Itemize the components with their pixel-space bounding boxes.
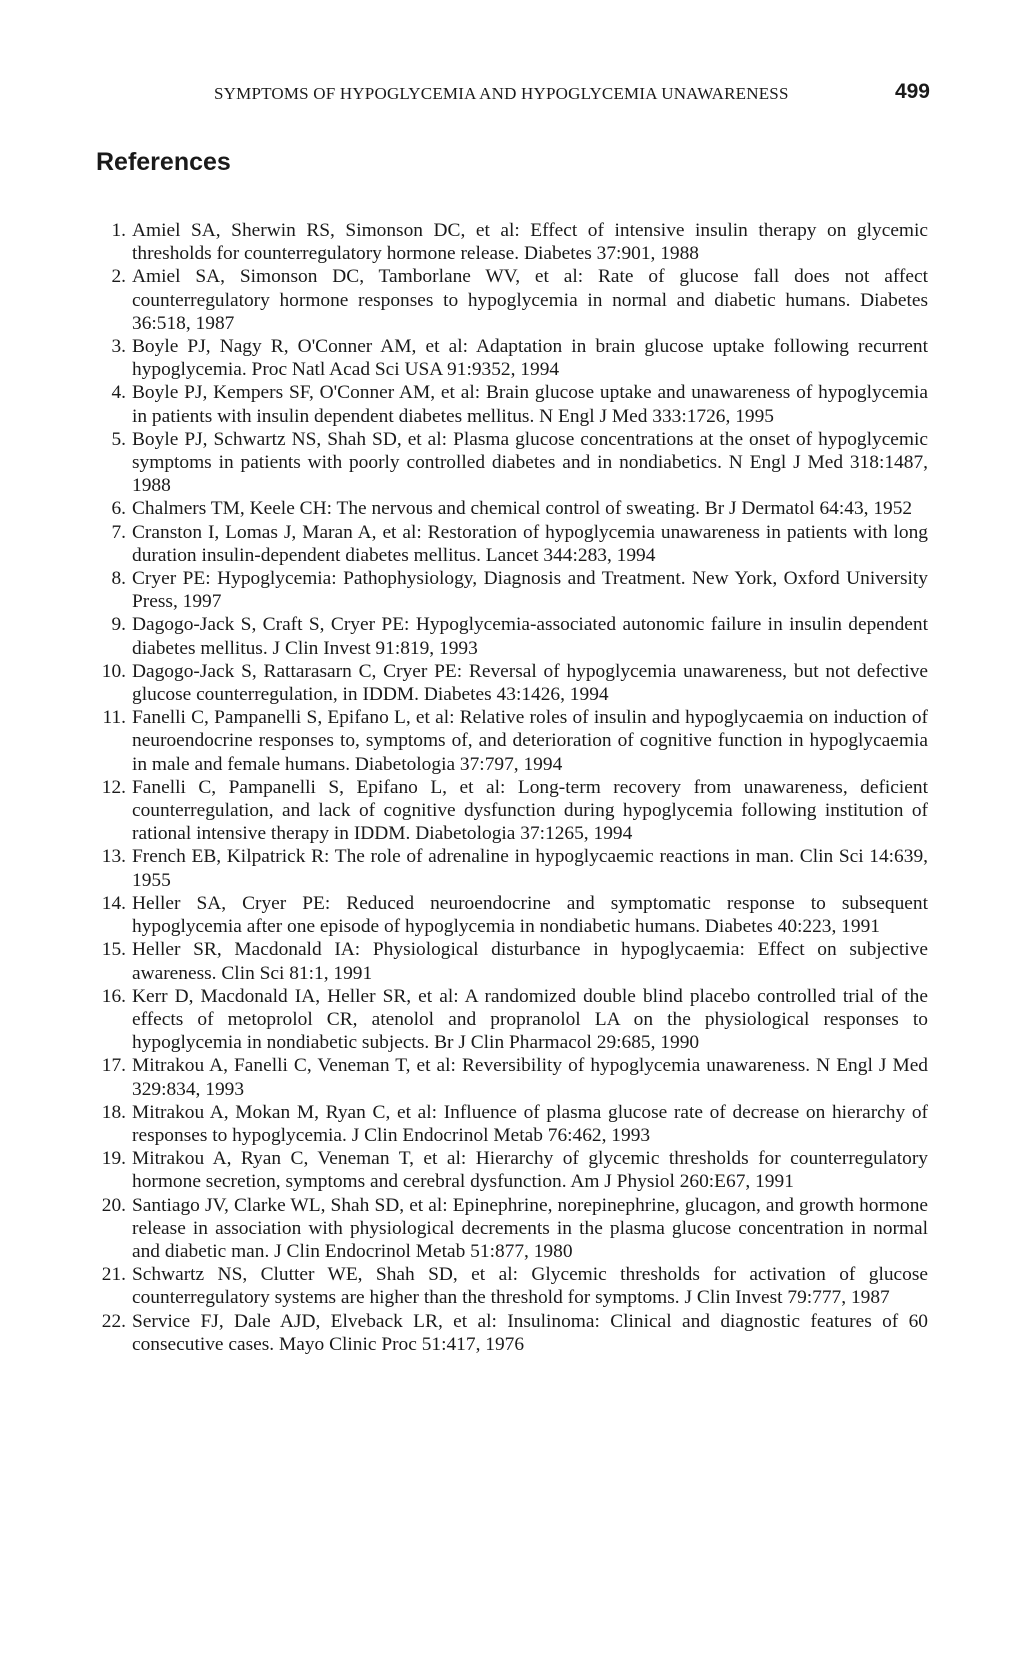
page-number: 499 [894,80,930,103]
reference-text: Mitrakou A, Ryan C, Veneman T, et al: Hierarchy of glycemic thresholds for counterregulatory hormone secretion, symptoms and cerebral dysfunction. Am J Physiol 260:E67, 1991 [132,1148,928,1193]
reference-item [96,613,928,659]
reference-item [96,845,928,891]
reference-item [96,381,928,427]
reference-text: Santiago JV, Clarke WL, Shah SD, et al: Epinephrine, norepinephrine, glucagon, and growth hormone release in association with physiological decrements in the plasma glucose concentration in normal and diabetic man. J Clin Endocrinol Metab 51:877, 1980 [132,1194,928,1262]
reference-number: 10. [101,660,126,682]
reference-number: 11. [102,707,126,729]
reference-text: Boyle PJ, Nagy R, O'Conner AM, et al: Adaptation in brain glucose uptake following recurrent hypoglycemia. Proc Natl Acad Sci USA 91:9352, 1994 [132,336,928,381]
reference-text: Cranston I, Lomas J, Maran A, et al: Restoration of hypoglycemia unawareness in patients with long duration insulin-dependent diabetes mellitus. Lancet 344:283, 1994 [132,521,928,566]
reference-item [96,497,928,520]
reference-text: Service FJ, Dale AJD, Elveback LR, et al: Insulinoma: Clinical and diagnostic features of 60 consecutive cases. Mayo Clinic Proc 51:417, 1976 [132,1310,928,1355]
reference-text: Amiel SA, Sherwin RS, Simonson DC, et al: Effect of intensive insulin therapy on glycemic thresholds for counterregulatory hormone release. Diabetes 37:901, 1988 [132,220,928,265]
reference-number: 12. [101,776,126,798]
reference-number: 22. [101,1310,126,1332]
reference-item [96,776,928,846]
reference-item [96,1054,928,1100]
reference-item [96,1310,928,1356]
reference-item [96,706,928,776]
reference-item [96,219,928,265]
reference-item [96,985,928,1055]
reference-number: 17. [101,1055,126,1077]
reference-item [96,938,928,984]
reference-text: Mitrakou A, Mokan M, Ryan C, et al: Influence of plasma glucose rate of decrease on hierarchy of responses to hypoglycemia. J Clin Endocrinol Metab 76:462, 1993 [132,1101,928,1146]
reference-text: Boyle PJ, Kempers SF, O'Conner AM, et al: Brain glucose uptake and unawareness of hypoglycemia in patients with insulin dependent diabetes mellitus. N Engl J Med 333:1726, 1995 [132,382,928,427]
reference-number: 19. [101,1148,126,1170]
reference-item [96,521,928,567]
reference-text: Boyle PJ, Schwartz NS, Shah SD, et al: Plasma glucose concentrations at the onset of hypoglycemic symptoms in patients with poorly controlled diabetes and in nondiabetics. N Engl J Med 318:1487, 1988 [132,428,928,497]
reference-number: 15. [101,939,126,961]
reference-item [96,335,928,381]
reference-text: Chalmers TM, Keele CH: The nervous and chemical control of sweating. Br J Dermatol 64:43, 1952 [132,498,913,520]
section-title: References [96,148,231,176]
reference-item [96,265,928,335]
reference-text: Dagogo-Jack S, Craft S, Cryer PE: Hypoglycemia-associated autonomic failure in insulin dependent diabetes mellitus. J Clin Invest 91:819, 1993 [132,614,928,659]
reference-item [96,567,928,613]
reference-text: Cryer PE: Hypoglycemia: Pathophysiology, Diagnosis and Treatment. New York, Oxford University Press, 1997 [132,568,928,613]
reference-item [96,1263,928,1309]
reference-text: Schwartz NS, Clutter WE, Shah SD, et al: Glycemic thresholds for activation of glucose counterregulatory systems are higher than the threshold for symptoms. J Clin Invest 79:777, 1987 [132,1264,928,1309]
reference-number: 6. [111,498,126,520]
reference-text: Fanelli C, Pampanelli S, Epifano L, et al: Long-term recovery from unawareness, deficient counterregulation, and lack of cognitive dysfunction during hypoglycemia following institution of rational intensive therapy in IDDM. Diabetologia 37:1265, 1994 [132,776,928,845]
reference-number: 2. [111,266,126,288]
reference-number: 18. [101,1101,126,1123]
reference-number: 16. [101,985,126,1007]
reference-number: 4. [111,382,126,404]
reference-number: 1. [111,220,126,241]
reference-number: 7. [111,521,126,543]
running-head-title: SYMPTOMS OF HYPOGLYCEMIA AND HYPOGLYCEMIA UNAWARENESS [214,84,789,103]
reference-text: Mitrakou A, Fanelli C, Veneman T, et al: Reversibility of hypoglycemia unawareness. N Engl J Med 329:834, 1993 [132,1055,928,1100]
reference-item [96,428,928,498]
reference-item [96,892,928,938]
reference-text: Dagogo-Jack S, Rattarasarn C, Cryer PE: Reversal of hypoglycemia unawareness, but not defective glucose counterregulation, in IDDM. Diabetes 43:1426, 1994 [132,660,928,706]
reference-text: Heller SA, Cryer PE: Reduced neuroendocrine and symptomatic response to subsequent hypoglycemia after one episode of hypoglycemia in nondiabetic humans. Diabetes 40:223, 1991 [132,892,928,938]
reference-number: 13. [101,846,126,868]
reference-text: Fanelli C, Pampanelli S, Epifano L, et al: Relative roles of insulin and hypoglycaemia on induction of neuroendocrine responses to, symptoms of, and deterioration of cognitive function in hypoglycaemia in male and female humans. Diabetologia 37:797, 1994 [132,707,928,775]
reference-number: 5. [111,428,126,450]
reference-item [96,1101,928,1147]
reference-number: 20. [101,1194,126,1216]
reference-text: Amiel SA, Simonson DC, Tamborlane WV, et al: Rate of glucose fall does not affect counterregulatory hormone responses to hypoglycemia in normal and diabetic humans. Diabetes 36:518, 1987 [132,266,928,334]
reference-text: Kerr D, Macdonald IA, Heller SR, et al: A randomized double blind placebo controlled trial of the effects of metoprolol CR, atenolol and propranolol LA on the physiological responses to hypoglycemia in nondiabetic subjects. Br J Clin Pharmacol 29:685, 1990 [132,985,928,1054]
reference-item [96,1194,928,1264]
reference-item [96,1147,928,1193]
reference-number: 21. [101,1264,126,1286]
reference-text: French EB, Kilpatrick R: The role of adrenaline in hypoglycaemic reactions in man. Clin Sci 14:639, 1955 [132,846,928,891]
reference-number: 9. [111,614,126,636]
reference-list [96,219,928,1356]
reference-item [96,660,928,706]
reference-text: Heller SR, Macdonald IA: Physiological disturbance in hypoglycaemia: Effect on subjective awareness. Clin Sci 81:1, 1991 [132,939,928,984]
reference-number: 14. [101,892,126,914]
reference-number: 3. [111,336,126,358]
reference-number: 8. [111,568,126,590]
